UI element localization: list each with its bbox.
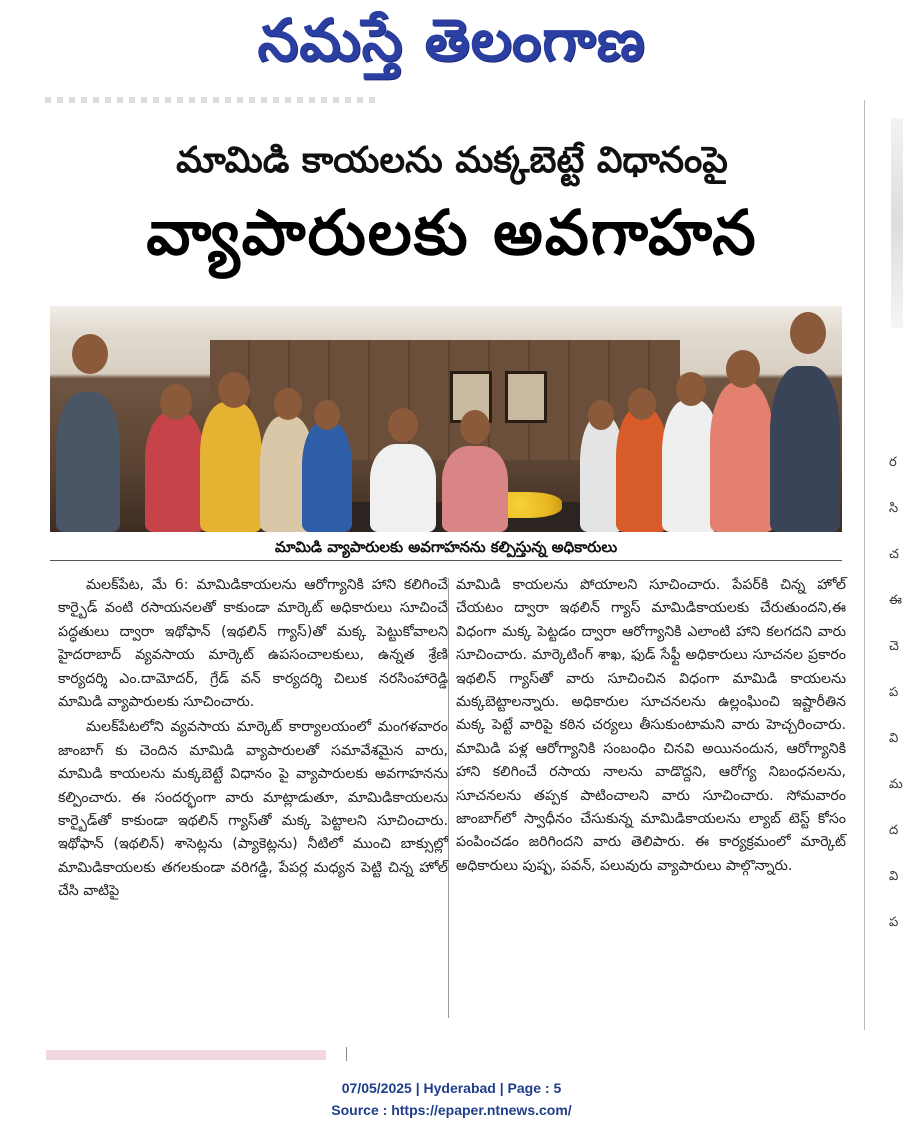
photo-person-head (160, 384, 192, 420)
footer-source-link[interactable]: Source : https://epaper.ntnews.com/ (331, 1102, 572, 1118)
photo-person-head (628, 388, 656, 420)
photo-person-head (588, 400, 614, 430)
photo-person (302, 422, 352, 532)
article-column-right (456, 574, 846, 878)
photo-ceiling (50, 306, 842, 340)
edge-glyph: వి (889, 869, 899, 884)
photo-person-head (460, 410, 490, 444)
article-paragraph: మలక్‌పేటలోని వ్యవసాయ మార్కెట్ కార్యాలయంలో మంగళవారం జాంబాగ్ కు చెందిన మామిడి వ్యాపారులతో సమావేశమైన వారు, మామిడి కాయలను మక్కబెట్టే విధానం పై వ్యాపారులకు అవగాహనను కల్పించారు. ఈ సందర్భంగా వారు మాట్లాడుతూ, మామిడికాయలను కార్బైడ్‌తో కాకుండా ఇథలిన్ గ్యాస్‌తో మక్క పెట్టాలని సూచించారు. ఇథోఫాన్ (ఇథలిన్) శాసెట్లను (ప్యాకెట్లను) నీటిలో ముంచి బాక్సుల్లో మామిడికాయలకు తగలకుండా వరిగడ్డి, పేపర్ల మధ్యన పెట్టి చిన్న హోల్ చేసి వాటిపై (58, 719, 448, 900)
photo-caption: మామిడి వ్యాపారులకు అవగాహనను కల్పిస్తున్న అధికారులు (50, 534, 842, 560)
adjacent-article-edge (891, 118, 903, 328)
photo-person (770, 366, 840, 532)
photo-person-head (676, 372, 706, 406)
photo-person-head (790, 312, 826, 354)
photo-portrait-frame (505, 371, 547, 423)
edge-glyph: ఈ (889, 593, 902, 608)
photo-person-head (314, 400, 340, 430)
edge-glyph: ద (889, 823, 899, 838)
article-column-left (58, 574, 448, 904)
photo-person (442, 446, 508, 532)
next-article-tick (346, 1047, 347, 1061)
photo-person-head (274, 388, 302, 420)
next-article-fragment (46, 1050, 326, 1060)
caption-rule (50, 560, 842, 561)
article-paragraph: మామిడి కాయలను పోయాలని సూచించారు. పేపర్‌కి చిన్న హోల్ చేయటం ద్వారా ఇథలిన్ గ్యాస్ మామిడికాయలకు చేరుతుందని,ఈ విధంగా మక్క పెట్టడం ద్వారా ఆరోగ్యానికి ఎలాంటి హాని కలగదని వారు సూచించారు. మార్కెటింగ్ శాఖ, ఫుడ్ సేఫ్టీ అధికారులు సూచనల ప్రకారం ఇథలిన్ గ్యాస్‌తో వారు సూచించిన విధంగా మామిడి కాయలను మక్కబెట్టాలన్నారు. అధికారుల సూచనలను ఉల్లంఘించి ఇష్టారీతిన మక్క పెట్టే వారిపై కఠిన చర్యలు తీసుకుంటామని వారు హెచ్చరించారు. మామిడి పళ్ల ఆరోగ్యానికి సంబంధిం చినవి అయినందున, ఆరోగ్యానికి హాని కలిగించే రసాయ నాలను వాడొద్దని, ఆరోగ్య నిబంధనలను, సూచనలను తప్పక పాటించాలని వారు సూచించారు. సోమవారం జాంబాగ్‌లో స్వాధీనం చేసుకున్న మామిడికాయలను ల్యాబ్ టెస్ట్ కోసం పంపించడం జరిగిందని వారు తెలిపారు. ఈ కార్యక్రమంలో మార్కెట్ అధికారులు పుష్ప, పవన్, పలువురు వ్యాపారులు పాల్గొన్నారు. (456, 577, 846, 874)
photo-person-head (726, 350, 760, 388)
edge-glyph: ర (889, 455, 897, 470)
photo-person (56, 392, 120, 532)
photo-person (200, 402, 262, 532)
edge-glyph: చ (889, 547, 899, 562)
edge-glyph: సి (889, 501, 899, 516)
photo-person-head (72, 334, 108, 374)
photo-person (710, 382, 774, 532)
edge-glyph: మ (889, 777, 903, 792)
masthead-logo: నమస్తే తెలంగాణ (257, 6, 646, 74)
edge-glyph: వి (889, 731, 899, 746)
edge-glyph: ప (889, 685, 899, 700)
edge-glyph: ప (889, 915, 899, 930)
adjacent-article-text (889, 440, 903, 1020)
article-headline: వ్యాపారులకు అవగాహన (146, 196, 758, 269)
photo-person-head (388, 408, 418, 442)
column-divider (448, 578, 449, 1018)
footer-date-city-page: 07/05/2025 | Hyderabad | Page : 5 (341, 1080, 562, 1096)
edge-glyph: చె (889, 639, 899, 654)
photo-person-head (218, 372, 250, 408)
photo-person (370, 444, 436, 532)
article-kicker: మామిడి కాయలను మక్కబెట్టే విధానంపై (176, 140, 728, 181)
photo-person (145, 412, 205, 532)
article-paragraph: మలక్‌పేట, మే 6: మామిడికాయలను ఆరోగ్యానికి హాని కలిగించే కార్బైడ్ వంటి రసాయనలతో కాకుండా మార్కెట్ అధికారులు సూచించే పద్ధతులు ద్వారా ఇథోఫాన్ (ఇథలిన్ గ్యాస్)తో మక్క పెట్టుకోవాలని హైదరాబాద్ వ్యవసాయ మార్కెట్ ఉపసంచాలకులు, ఉన్నత శ్రేణి కార్యదర్శి ఎం.దామోదర్, గ్రేడ్ వన్ కార్యదర్శి చిలుక నరసింహారెడ్డి మామిడి వ్యాపారులకు సూచించారు. (58, 577, 448, 711)
article-photo (50, 306, 842, 532)
photo-person (616, 408, 668, 532)
newspaper-masthead (0, 0, 903, 92)
